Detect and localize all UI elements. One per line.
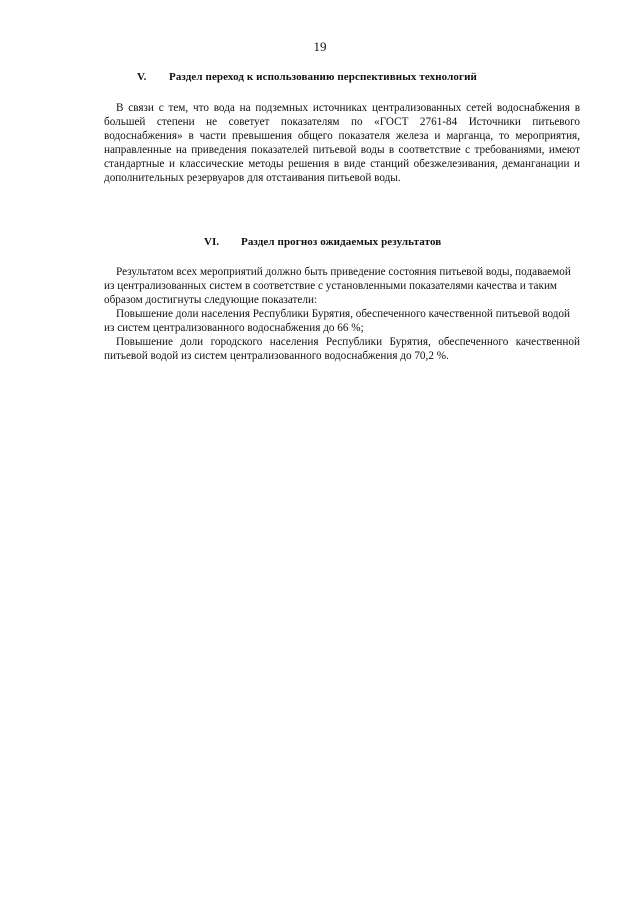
section-5-title: Раздел переход к использованию перспективных технологий [169, 71, 477, 83]
section-6-paragraph-population: Повышение доли населения Республики Бурятия, обеспеченного качественной питьевой водой из систем централизованного водоснабжения до 66 %; [104, 308, 570, 334]
section-6-paragraph-results: Результатом всех мероприятий должно быть приведение состояния питьевой воды, подаваемой из централизованных систем в соответствие с установленными показателями качества и таким образом достигнуты следующие показатели: [104, 266, 571, 306]
section-5-paragraph: В связи с тем, что вода на подземных источниках централизованных сетей водоснабжения в большей степени не советует показателям по «ГОСТ 2761-84 Источники питьевого водоснабжения» в части превышения общего показателя железа и марганца, то мероприятия, направленные на приведения показателей питьевой воды в соответствие с требованиями, имеют стандартные и классические методы решения в виде станций обезжелезивания, деманганации и дополнительных резервуаров для отстаивания питьевой воды. [104, 102, 580, 184]
page-number: 19 [313, 39, 327, 54]
section-6-number: VI. [204, 236, 220, 248]
section-5-heading [137, 71, 557, 87]
section-6-heading [204, 236, 524, 252]
section-5-body [104, 101, 580, 185]
section-5-number: V. [137, 71, 147, 83]
section-6-paragraph-urban-population: Повышение доли городского населения Республики Бурятия, обеспеченного качественной питьевой водой из систем централизованного водоснабжения до 70,2 %. [104, 336, 580, 362]
section-6-body [104, 265, 580, 363]
section-6-title: Раздел прогноз ожидаемых результатов [241, 236, 442, 248]
